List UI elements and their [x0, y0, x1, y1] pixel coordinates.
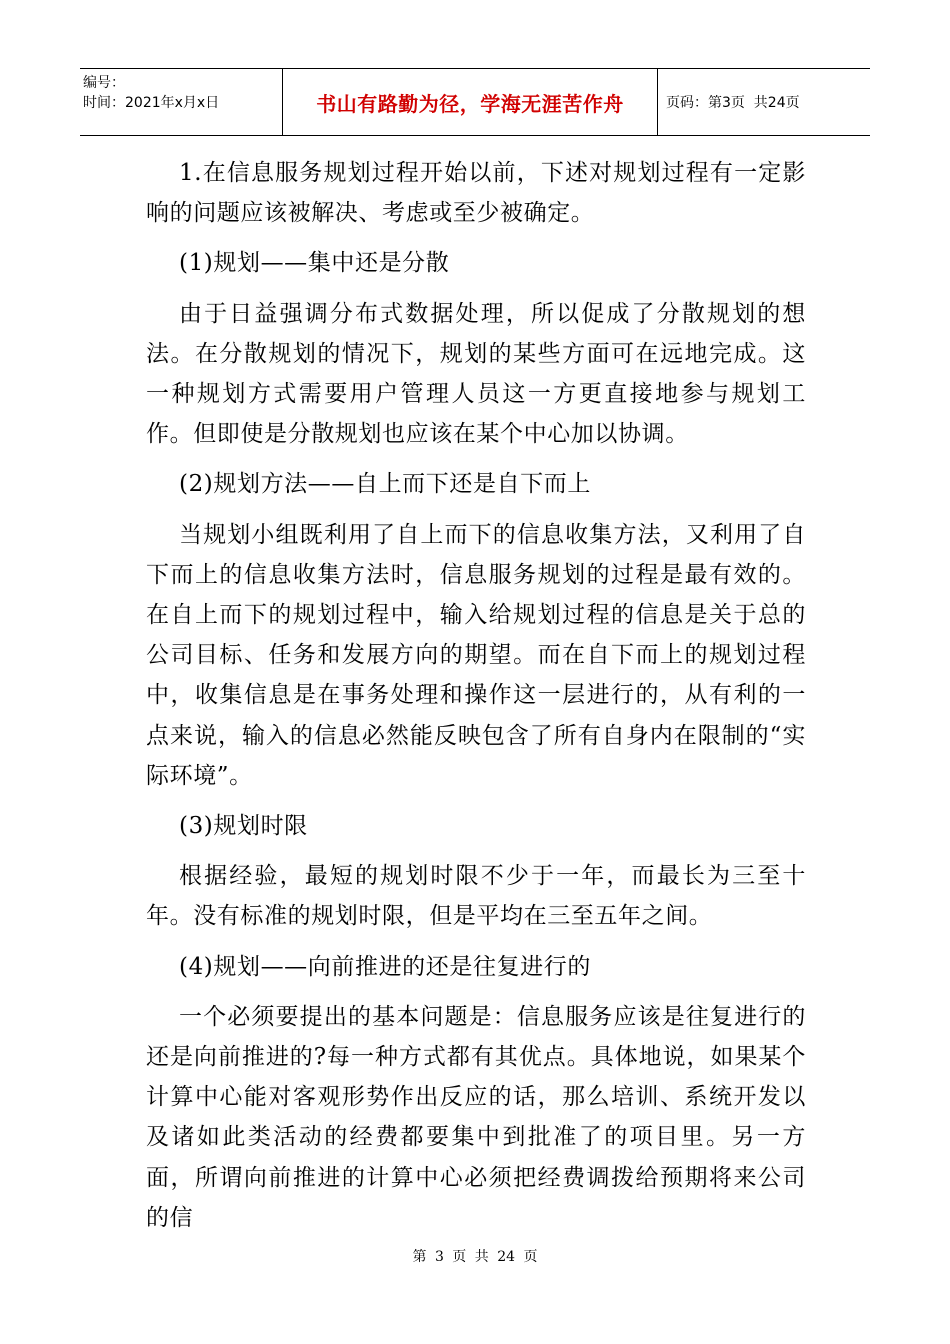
- document-body: [146, 153, 806, 1238]
- paragraph-section-1: 由于日益强调分布式数据处理，所以促成了分散规划的想法。在分散规划的情况下，规划的某些方面可在远地完成。这一种规划方式需要用户管理人员这一方更直接地参与规划工作。但即使是分散规划也应该在某个中心加以协调。: [146, 300, 806, 448]
- header-page-info-cell: [658, 69, 870, 135]
- page-footer: 第 3 页 共 24 页: [412, 1249, 538, 1265]
- paragraph-section-3: 根据经验，最短的规划时限不少于一年，而最长为三至十年。没有标准的规划时限，但是平均在三至五年之间。: [146, 863, 806, 930]
- section-heading-3: (3)规划时限: [179, 813, 308, 840]
- page-header: [80, 68, 870, 136]
- section-heading-2: (2)规划方法——自上而下还是自下而上: [179, 471, 591, 498]
- header-motto: 书山有路勤为径，学海无涯苦作舟: [283, 69, 658, 135]
- document-number-label: 编号：: [83, 75, 125, 91]
- header-meta-cell: [80, 69, 283, 135]
- document-date-label: 时间：2021年x月x日: [83, 95, 220, 111]
- section-heading-1: (1)规划——集中还是分散: [179, 250, 450, 277]
- header-page-info: 页码：第3页 共24页: [666, 95, 800, 111]
- section-heading-4: (4)规划——向前推进的还是往复进行的: [179, 953, 591, 980]
- paragraph-section-4: 一个必须要提出的基本问题是：信息服务应该是往复进行的还是向前推进的?每一种方式都有其优点。具体地说，如果某个计算中心能对客观形势作出反应的话，那么培训、系统开发以及诸如此类活动的经费都要集中到批准了的项目里。另一方面，所谓向前推进的计算中心必须把经费调拨给预期将来公司的信: [146, 1003, 806, 1231]
- paragraph-intro: 1.在信息服务规划过程开始以前，下述对规划过程有一定影响的问题应该被解决、考虑或至少被确定。: [146, 160, 806, 227]
- paragraph-section-2: 当规划小组既利用了自上而下的信息收集方法，又利用了自下而上的信息收集方法时，信息服务规划的过程是最有效的。在自上而下的规划过程中，输入给规划过程的信息是关于总的公司目标、任务和发展方向的期望。而在自下而上的规划过程中，收集信息是在事务处理和操作这一层进行的，从有利的一点来说，输入的信息必然能反映包含了所有自身内在限制的“实际环境”。: [146, 521, 806, 789]
